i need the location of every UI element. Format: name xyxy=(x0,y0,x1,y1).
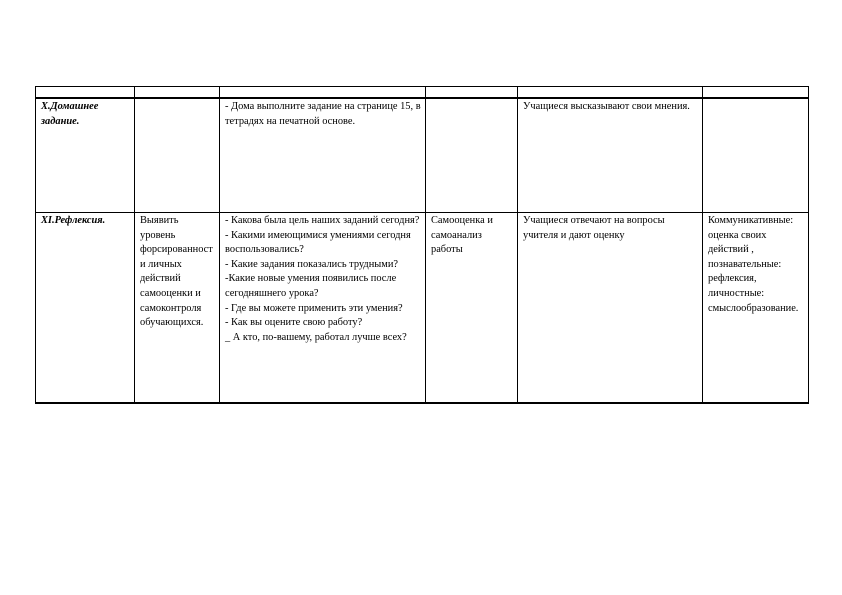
methods-cell: Самооценка и самоанализ работы xyxy=(426,213,518,404)
stage-cell: XI.Рефлексия. xyxy=(36,213,135,404)
methods-cell xyxy=(426,98,518,213)
uud-cell xyxy=(703,98,809,213)
teacher-line: - Как вы оцените свою работу? xyxy=(225,317,363,329)
table-cell xyxy=(426,87,518,99)
table-cell xyxy=(518,87,703,99)
uud-cell: Коммуникативные: оценка своих действий , познавательные: рефлексия, личностные: смыслообразование. xyxy=(703,213,809,404)
table-cell xyxy=(703,87,809,99)
teacher-line: -Какие новые умения появились после сегодняшнего урока? xyxy=(225,273,397,299)
goal-cell xyxy=(135,98,220,213)
teacher-line: - Какими имеющимися умениями сегодня воспользовались? xyxy=(225,229,411,256)
table-row-reflection xyxy=(36,213,809,404)
teacher-line: - Где вы можете применить эти умения? xyxy=(225,302,403,314)
table-cell xyxy=(220,87,426,99)
lesson-plan-table xyxy=(35,86,809,404)
goal-cell: Выявить уровень форсированности личных действий самооценки и самоконтроля обучающихся. xyxy=(135,213,220,404)
stage-cell: X.Домашнее задание. xyxy=(36,98,135,213)
table-cell xyxy=(135,87,220,99)
teacher-line: - Дома выполните задание на странице 15, в тетрадях на печатной основе. xyxy=(225,101,421,127)
teacher-line: - Какова была цель наших заданий сегодня? xyxy=(225,215,420,226)
teacher-activity-cell xyxy=(220,213,426,404)
student-activity-cell: Учащиеся отвечают на вопросы учителя и дают оценку xyxy=(518,213,703,404)
student-activity-cell: Учащиеся высказывают свои мнения. xyxy=(518,98,703,213)
table-cell xyxy=(36,87,135,99)
table-header-row xyxy=(36,87,809,99)
teacher-line: _ А кто, по-вашему, работал лучше всех? xyxy=(225,331,407,343)
table-row-homework xyxy=(36,98,809,213)
teacher-activity-cell xyxy=(220,98,426,213)
teacher-line: - Какие задания показались трудными? xyxy=(225,258,398,270)
